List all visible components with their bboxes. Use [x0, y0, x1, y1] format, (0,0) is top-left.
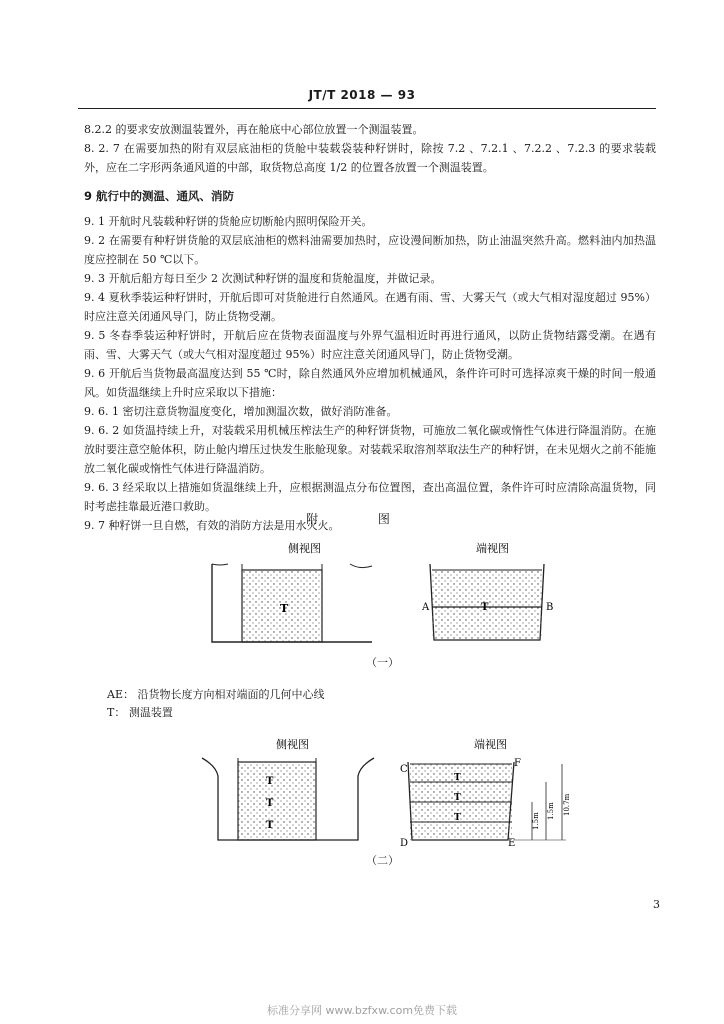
- hull-top-curve: [212, 564, 228, 565]
- side-view-label: 侧视图: [288, 542, 321, 555]
- dimension-label: 10.7m: [563, 793, 571, 816]
- marker-a: A: [422, 602, 430, 613]
- attachment-title: 附 图: [306, 512, 418, 526]
- sensor-marker: T: [266, 776, 274, 787]
- side-view-label: 侧视图: [276, 738, 309, 751]
- dimension-label: 1.5m: [532, 812, 540, 830]
- clause-9-1: 9. 1 开航时凡装载种籽饼的货舱应切断舱内照明保险开关。: [84, 215, 373, 228]
- header-rule: [78, 108, 656, 109]
- paragraph: 8. 2. 7 在需要加热的附有双层底油柜的货舱中装载袋装种籽饼时，除按 7.2 、7.2.1 、7.2.2 、7.2.3 的要求装载外，应在二字形两条通风道的中部，取货物总高度 1/2 的位置各放置一个测温装置。: [84, 142, 656, 174]
- clause-9-6: 9. 6 开航后当货物最高温度达到 55 ℃时，除自然通风外应增加机械通风，条件许可时可选择凉爽干燥的时间一般通风。如货温继续上升时应采取以下措施：: [84, 367, 656, 399]
- watermark-text: 标准分享网 www.bzfxw.com免费下载: [266, 1004, 458, 1017]
- section-heading: 9 航行中的测温、通风、消防: [84, 189, 235, 203]
- figure-1-caption: （一）: [366, 656, 399, 669]
- figure-2-caption: （二）: [366, 854, 399, 867]
- marker-d: D: [400, 838, 409, 849]
- sensor-marker: T: [454, 773, 461, 783]
- legend-ae: AE： 沿货物长度方向相对端面的几何中心线: [107, 688, 325, 701]
- document-body: [84, 120, 656, 535]
- sensor-marker: T: [481, 602, 489, 613]
- hull-top-curve-right: [350, 564, 372, 568]
- clause-9-6-2: 9. 6. 2 如货温持续上升，对装载采用机械压榨法生产的种籽饼货物，可施放二氧化碳或惰性气体进行降温消防。在施放时要注意空舱体积，防止舱内增压过快发生胀舱现象。对装载采取溶剂萃取法生产的种籽饼，在未见烟火之前不能施放二氧化碳或惰性气体进行降温消防。: [84, 424, 656, 475]
- figure-legend: [107, 686, 324, 722]
- clause-9-4: 9. 4 夏秋季装运种籽饼时，开航后即可对货舱进行自然通风。在遇有雨、雪、大雾天气（或大气相对湿度超过 95%）时应注意关闭通风导门，防止货物受潮。: [84, 291, 656, 323]
- end-view-label: 端视图: [476, 542, 509, 555]
- marker-c: C: [400, 764, 408, 775]
- clause-9-6-1: 9. 6. 1 密切注意货物温度变化，增加测温次数，做好消防准备。: [84, 405, 398, 418]
- page-header: JT/T 2018 — 93: [308, 88, 416, 102]
- end-view-label: 端视图: [474, 738, 507, 751]
- clause-9-5: 9. 5 冬春季装运种籽饼时，开航后应在货物表面温度与外界气温相近时再进行通风，以防止货物结露受潮。在遇有雨、雪、大雾天气（或大气相对湿度超过 95%）时应注意关闭通风导门，防止货物受潮。: [84, 329, 656, 361]
- paragraph: 8.2.2 的要求安放测温装置外，再在舱底中心部位放置一个测温装置。: [84, 123, 424, 136]
- page-number: 3: [653, 898, 660, 911]
- clause-9-6-3: 9. 6. 3 经采取以上措施如货温继续上升，应根据测温点分布位置图，查出高温位置，条件许可时应清除高温货物，同时考虑挂靠最近港口救助。: [84, 481, 656, 513]
- clause-9-2: 9. 2 在需要有种籽饼货舱的双层底油柜的燃料油需要加热时，应设漫间断加热，防止油温突然升高。燃料油内加热温度应控制在 50 ℃以下。: [84, 234, 656, 266]
- figure-2: [198, 736, 578, 856]
- sensor-marker: T: [266, 820, 274, 831]
- sensor-marker: T: [280, 602, 289, 615]
- legend-t: T： 测温装置: [107, 706, 173, 719]
- clause-9-7: 9. 7 种籽饼一旦自燃，有效的消防方法是用水灭火。: [84, 519, 340, 532]
- sensor-marker: T: [266, 798, 274, 809]
- marker-e: E: [508, 838, 516, 849]
- marker-f: F: [514, 758, 521, 769]
- sensor-marker: T: [454, 813, 461, 823]
- marker-b: B: [546, 602, 554, 613]
- clause-9-3: 9. 3 开航后船方每日至少 2 次测试种籽饼的温度和货舱温度，并做记录。: [84, 272, 442, 285]
- figure-1: [200, 540, 580, 670]
- sensor-marker: T: [454, 793, 461, 803]
- cargo-block-side: [238, 762, 316, 840]
- dimension-label: 1.5m: [547, 802, 555, 820]
